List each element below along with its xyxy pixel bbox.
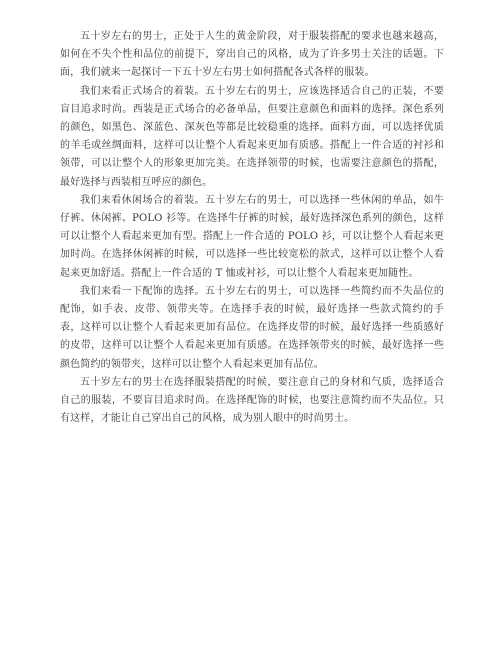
paragraph-casual-wear: 我们来看休闲场合的着装。五十岁左右的男士，可以选择一些休闲的单品，如牛仔裤、休闲裤、POLO 衫等。在选择牛仔裤的时候，最好选择深色系列的颜色，这样可以让整个人看起来更加有型。搭配上一件合适的 POLO 衫，可以让整个人看起来更加时尚。在选择休闲裤的时候，可以选择一些比较宽松的款式，这样可以让整个人看起来更加舒适。搭配上一件合适的 T 恤或衬衫，可以让整个人看起来更加随性。 <box>60 194 444 279</box>
document-body <box>60 28 444 428</box>
paragraph-accessories: 我们来看一下配饰的选择。五十岁左右的男士，可以选择一些简约而不失品位的配饰，如手表、皮带、领带夹等。在选择手表的时候，最好选择一些款式简约的手表，这样可以让整个人看起来更加有品位。在选择皮带的时候，最好选择一些质感好的皮带，这样可以让整个人看起来更加有质感。在选择领带夹的时候，最好选择一些颜色简约的领带夹，这样可以让整个人看起来更加有品位。 <box>60 285 444 370</box>
paragraph-formal-wear: 我们来看正式场合的着装。五十岁左右的男士，应该选择适合自己的正装，不要盲目追求时尚。西装是正式场合的必备单品，但要注意颜色和面料的选择。深色系列的颜色，如黑色、深蓝色、深灰色等都是比较稳重的选择。面料方面，可以选择优质的羊毛或丝绸面料，这样可以让整个人看起来更加有质感。搭配上一件合适的衬衫和领带，可以让整个人的形象更加完美。在选择领带的时候，也需要注意颜色的搭配，最好选择与西装相互呼应的颜色。 <box>60 85 444 188</box>
paragraph-conclusion: 五十岁左右的男士在选择服装搭配的时候，要注意自己的身材和气质，选择适合自己的服装，不要盲目追求时尚。在选择配饰的时候，也要注意简约而不失品位。只有这样，才能让自己穿出自己的风格，成为别人眼中的时尚男士。 <box>60 376 444 425</box>
paragraph-intro: 五十岁左右的男士，正处于人生的黄金阶段，对于服装搭配的要求也越来越高，如何在不失个性和品位的前提下，穿出自己的风格，成为了许多男士关注的话题。下面，我们就来一起探讨一下五十岁左右男士如何搭配各式各样的服装。 <box>60 31 444 79</box>
